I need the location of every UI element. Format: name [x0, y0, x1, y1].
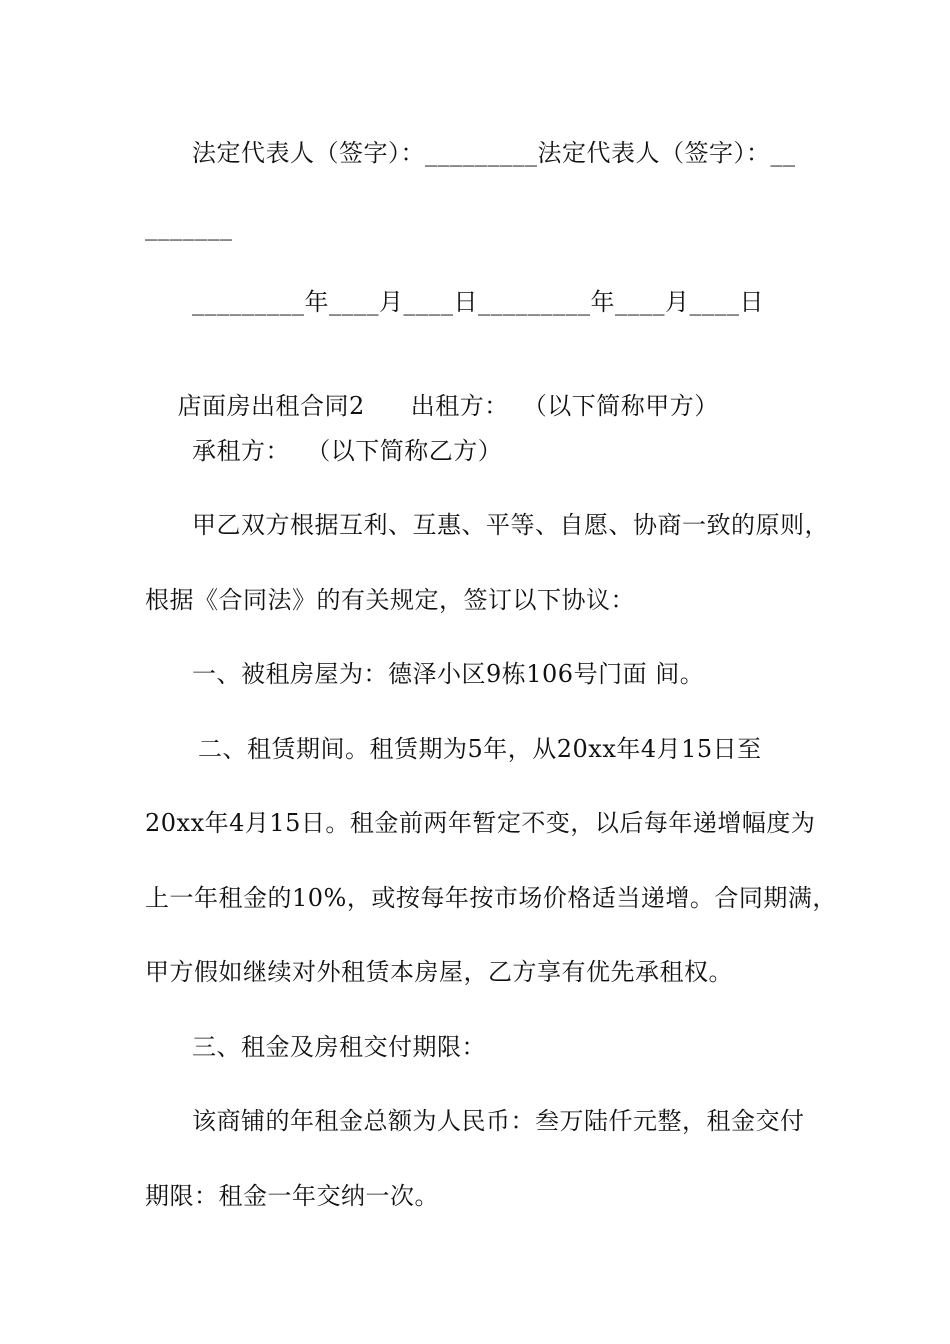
clause-2-line-3: 上一年租金的10%，或按每年按市场价格适当递增。合同期满， — [145, 884, 837, 912]
lessor-note: （以下简称甲方） — [522, 392, 719, 420]
intro-paragraph-line-1: 甲乙双方根据互利、互惠、平等、自愿、协商一致的原则， — [192, 511, 829, 539]
clause-2-line-2: 20xx年4月15日。租金前两年暂定不变，以后每年递增幅度为 — [145, 809, 816, 837]
contract-title: 店面房出租合同2 — [177, 392, 365, 420]
intro-paragraph-line-2: 根据《合同法》的有关规定，签订以下协议： — [145, 586, 635, 614]
signature-line-continuation: _______ — [145, 213, 233, 241]
clause-3-heading: 三、租金及房租交付期限： — [192, 1033, 486, 1061]
clause-2-line-1: 二、租赁期间。租赁期为5年，从20xx年4月15日至 — [198, 735, 762, 763]
clause-1: 一、被租房屋为：德泽小区9栋106号门面 间。 — [192, 660, 705, 688]
lessor-label: 出租方： — [410, 392, 509, 420]
signature-line: 法定代表人（签字）：_________法定代表人（签字）：__ — [192, 139, 796, 167]
clause-3-line-1: 该商铺的年租金总额为人民币：叁万陆仟元整，租金交付 — [192, 1107, 805, 1135]
clause-3-line-2: 期限：租金一年交纳一次。 — [145, 1182, 439, 1210]
clause-2-line-4: 甲方假如继续对外租赁本房屋，乙方享有优先承租权。 — [145, 958, 733, 986]
date-line: _________年____月____日_________年____月____日 — [192, 288, 764, 316]
lessee-line: 承租方： （以下简称乙方） — [192, 437, 503, 465]
